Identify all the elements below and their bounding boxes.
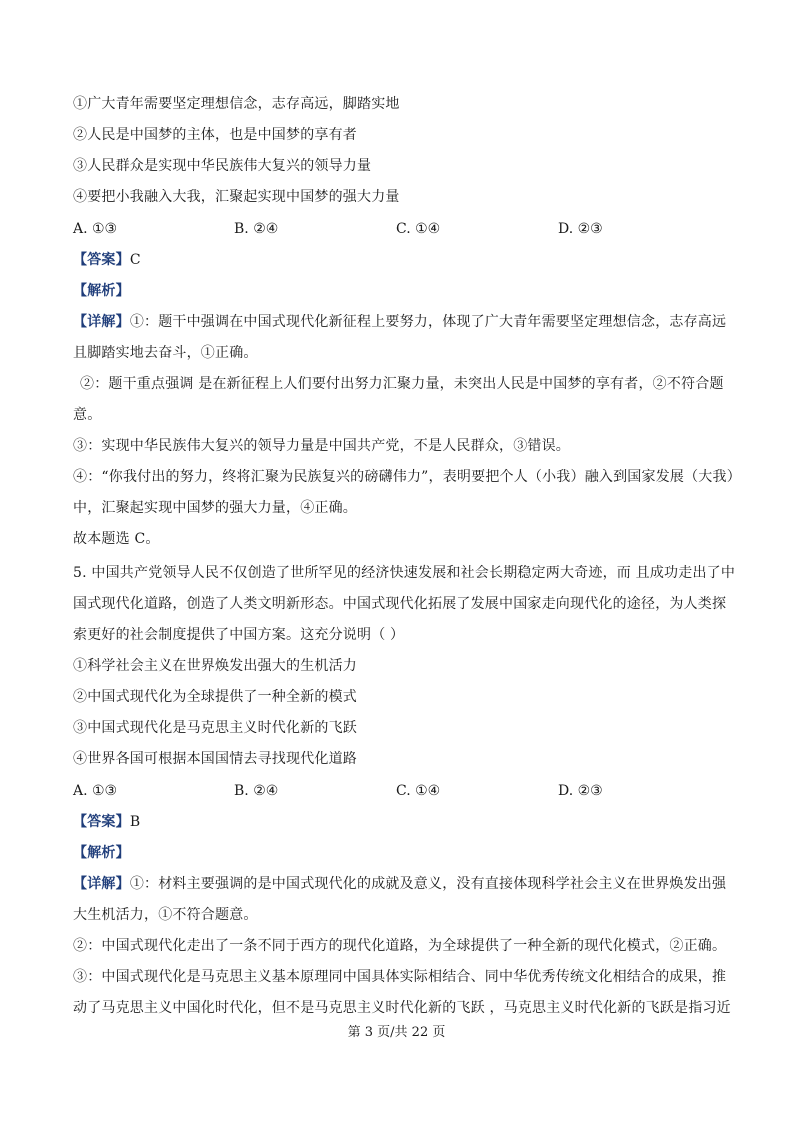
q5-stem-line-2: 国式现代化道路，创造了人类文明新形态。中国式现代化拓展了发展中国家走向现代化的途径，为人类探 (73, 596, 727, 612)
q5-detail-line-4: ③：中国式现代化是马克思主义基本原理同中国具体实际相结合、同中华优秀传统文化相结合的成果，推 (73, 969, 727, 985)
q5-detail-tag: 【详解】 (73, 876, 130, 892)
q4-detail-line-6: ④：“你我付出的努力，终将汇聚为民族复兴的磅礴伟力”，表明要把个人（小我）融入到国家发展（大我） (73, 469, 741, 485)
q4-option-d: D. ②③ (558, 221, 603, 237)
q4-answer (73, 250, 723, 270)
q5-detail-line-1 (73, 874, 727, 894)
q4-detail-line-1 (73, 312, 727, 332)
q5-detail-line-5: 动了马克思主义中国化时代化，但不是马克思主义时代化新的飞跃 ，马克思主义时代化新的飞跃是指习近 (73, 1000, 731, 1016)
page-footer: 第 3 页/共 22 页 (347, 1025, 446, 1040)
q5-options (73, 781, 723, 801)
q4-answer-value: C (129, 252, 141, 268)
q5-analysis-tag: 【解析】 (73, 845, 130, 861)
q5-option-b: B. ②④ (234, 783, 279, 799)
q5-stem-line-1: 5. 中国共产党领导人民不仅创造了世所罕见的经济快速发展和社会长期稳定两大奇迹，而 且成功走出了中 (73, 565, 736, 581)
q4-option-c: C. ①④ (396, 221, 441, 237)
q5-analysis-heading (73, 843, 723, 863)
q4-answer-tag: 【答案】 (73, 252, 130, 268)
q5-detail-text-1: ①：材料主要强调的是中国式现代化的成就及意义，没有直接体现科学社会主义在世界焕发出强 (129, 876, 727, 892)
q4-option-a: A. ①③ (73, 221, 118, 237)
q4-choice-1: ①广大青年需要坚定理想信念，志存高远，脚踏实地 (73, 96, 400, 112)
q4-options (73, 219, 723, 239)
q4-option-b: B. ②④ (234, 221, 279, 237)
q4-choice-4: ④要把小我融入大我，汇聚起实现中国梦的强大力量 (73, 189, 400, 205)
q4-choice-2: ②人民是中国梦的主体，也是中国梦的享有者 (73, 127, 357, 143)
q5-answer (73, 812, 723, 832)
q4-choice-3: ③人民群众是实现中华民族伟大复兴的领导力量 (73, 158, 372, 174)
q5-detail-line-2: 大生机活力，①不符合题意。 (73, 907, 258, 923)
q5-choice-1: ①科学社会主义在世界焕发出强大的生机活力 (73, 658, 357, 674)
q4-detail-text-1: ①：题干中强调在中国式现代化新征程上要努力，体现了广大青年需要坚定理想信念，志存高远 (129, 314, 727, 330)
q4-detail-line-7: 中，汇聚起实现中国梦的强大力量，④正确。 (73, 500, 357, 516)
q4-detail-line-4: 意。 (73, 407, 102, 423)
q4-detail-line-2: 且脚踏实地去奋斗，①正确。 (73, 345, 258, 361)
q4-detail-line-5: ③：实现中华民族伟大复兴的领导力量是中国共产党，不是人民群众，③错误。 (73, 438, 570, 454)
q5-choice-3: ③中国式现代化是马克思主义时代化新的飞跃 (73, 720, 357, 736)
q4-detail-line-3: ②：题干重点强调 是在新征程上人们要付出努力汇聚力量，未突出人民是中国梦的享有者，②不符合题 (80, 376, 724, 392)
q5-answer-tag: 【答案】 (73, 814, 130, 830)
q4-conclusion: 故本题选 C。 (73, 531, 160, 547)
q4-detail-tag: 【详解】 (73, 314, 130, 330)
q5-answer-value: B (129, 814, 141, 830)
q5-detail-line-3: ②：中国式现代化走出了一条不同于西方的现代化道路，为全球提供了一种全新的现代化模式，②正确。 (73, 938, 727, 954)
q5-stem-line-3: 索更好的社会制度提供了中国方案。这充分说明（ ） (73, 627, 405, 643)
q4-analysis-tag: 【解析】 (73, 283, 130, 299)
q5-option-c: C. ①④ (396, 783, 441, 799)
q5-option-d: D. ②③ (558, 783, 603, 799)
q4-analysis-heading (73, 281, 723, 301)
q5-choice-2: ②中国式现代化为全球提供了一种全新的模式 (73, 689, 357, 705)
q5-option-a: A. ①③ (73, 783, 118, 799)
q5-choice-4: ④世界各国可根据本国国情去寻找现代化道路 (73, 751, 357, 767)
